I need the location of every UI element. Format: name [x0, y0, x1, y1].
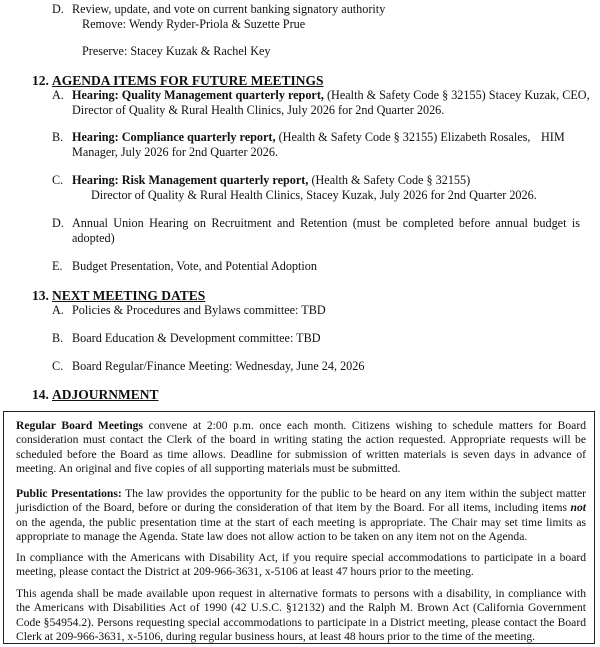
- item-marker: A.: [52, 303, 64, 317]
- agenda-item-risk-line1: [72, 173, 470, 188]
- agenda-item-title: Hearing: Quality Management quarterly report,: [72, 88, 324, 102]
- agenda-item-compliance-line1: [72, 130, 530, 145]
- notice-emphasis-not: not: [570, 501, 586, 515]
- agenda-item-risk-line2: Director of Quality & Rural Health Clinics, Stacey Kuzak, July 2026 for 2nd Quarter 2026.: [91, 188, 537, 202]
- meeting-date-board-regular: Board Regular/Finance Meeting: Wednesday, June 24, 2026: [72, 359, 365, 373]
- section-13-number: 13.: [32, 288, 49, 303]
- item-marker: E.: [52, 259, 63, 273]
- section-14-heading: ADJOURNMENT: [52, 387, 159, 402]
- notice-alternative-formats: This agenda shall be made available upon request in alternative formats to persons with a disability, in compliance with the Americans with Disabilities Act of 1990 (42 U.S.C. §12132) and the Ralph M. Brown Act (California Government Code §54954.2). Persons requesting special accommodations to participate in a District meeting, please contact the Board Clerk at 209-966-3631, x-5106, during regular business hours, at least 48 hours prior to the time of the meeting.: [16, 587, 586, 644]
- agenda-item-detail: (Health & Safety Code § 32155) Elizabeth Rosales,: [275, 130, 531, 144]
- notice-regular-meetings-title: Regular Board Meetings: [16, 419, 143, 432]
- item-marker: B.: [52, 130, 64, 144]
- item-marker: A.: [52, 88, 64, 102]
- notice-ada-compliance: In compliance with the Americans with Disability Act, if you require special accommodations to participate in a board meeting, please contact the District at 209-966-3631, x-5106 at least 47 hours prior to the meeting.: [16, 551, 586, 579]
- section-13-heading: NEXT MEETING DATES: [52, 288, 206, 303]
- notice-box: [3, 411, 595, 644]
- agenda-item-quality-line2: Director of Quality & Rural Health Clinics, July 2026 for 2nd Quarter 2026.: [72, 103, 445, 117]
- banking-signatory-item: Review, update, and vote on current banking signatory authority: [72, 2, 386, 16]
- notice-public-presentations-text-a: The law provides the opportunity for the public to be heard on any item within the subject matter jurisdiction of the Board, before or during the consideration of that item by the Board. For all items, including items: [16, 487, 586, 515]
- signatory-preserve: Preserve: Stacey Kuzak & Rachel Key: [82, 44, 271, 58]
- meeting-date-policies: Policies & Procedures and Bylaws committee: TBD: [72, 303, 326, 317]
- item-marker: D.: [52, 2, 64, 16]
- item-marker: C.: [52, 173, 64, 187]
- notice-regular-meetings-text: convene at 2:00 p.m. once each month. Citizens wishing to schedule matters for Board consideration must contact the Clerk of the board in writing stating the action requested. Appropriate requests will be scheduled before the Board as time allows. Deadline for submission of written materials is seven days in advance of meeting. An original and five copies of all supporting materials must be submitted.: [16, 419, 586, 476]
- signatory-remove: Remove: Wendy Ryder-Priola & Suzette Prue: [82, 17, 306, 31]
- section-14-number: 14.: [32, 387, 49, 402]
- notice-public-presentations: [16, 487, 586, 545]
- item-marker: B.: [52, 331, 64, 345]
- agenda-item-compliance-line2: Manager, July 2026 for 2nd Quarter 2026.: [72, 145, 278, 159]
- notice-regular-meetings: [16, 419, 586, 477]
- agenda-item-budget: Budget Presentation, Vote, and Potential Adoption: [72, 259, 317, 273]
- agenda-item-union-hearing: Annual Union Hearing on Recruitment and Retention (must be completed before annual budget is adopted): [72, 216, 580, 245]
- agenda-item-title: Hearing: Compliance quarterly report,: [72, 130, 276, 144]
- notice-public-presentations-text-b: on the agenda, the public presentation time at the start of each meeting is appropriate. The Chair may set time limits as appropriate to manage the Agenda. State law does not allow action to be taken on any item not on the Agenda.: [16, 515, 586, 544]
- item-marker: D.: [52, 216, 64, 230]
- item-marker: C.: [52, 359, 64, 373]
- section-12-number: 12.: [32, 73, 49, 88]
- section-12-heading: AGENDA ITEMS FOR FUTURE MEETINGS: [52, 73, 324, 88]
- agenda-item-detail: (Health & Safety Code § 32155): [308, 173, 471, 187]
- agenda-item-quality-line1: [72, 88, 590, 103]
- agenda-item-detail: (Health & Safety Code § 32155) Stacey Kuzak, CEO,: [323, 88, 590, 102]
- agenda-item-compliance-him: HIM: [541, 130, 565, 144]
- agenda-item-title: Hearing: Risk Management quarterly report,: [72, 173, 309, 187]
- notice-public-presentations-title: Public Presentations:: [16, 487, 122, 500]
- meeting-date-education: Board Education & Development committee: TBD: [72, 331, 321, 345]
